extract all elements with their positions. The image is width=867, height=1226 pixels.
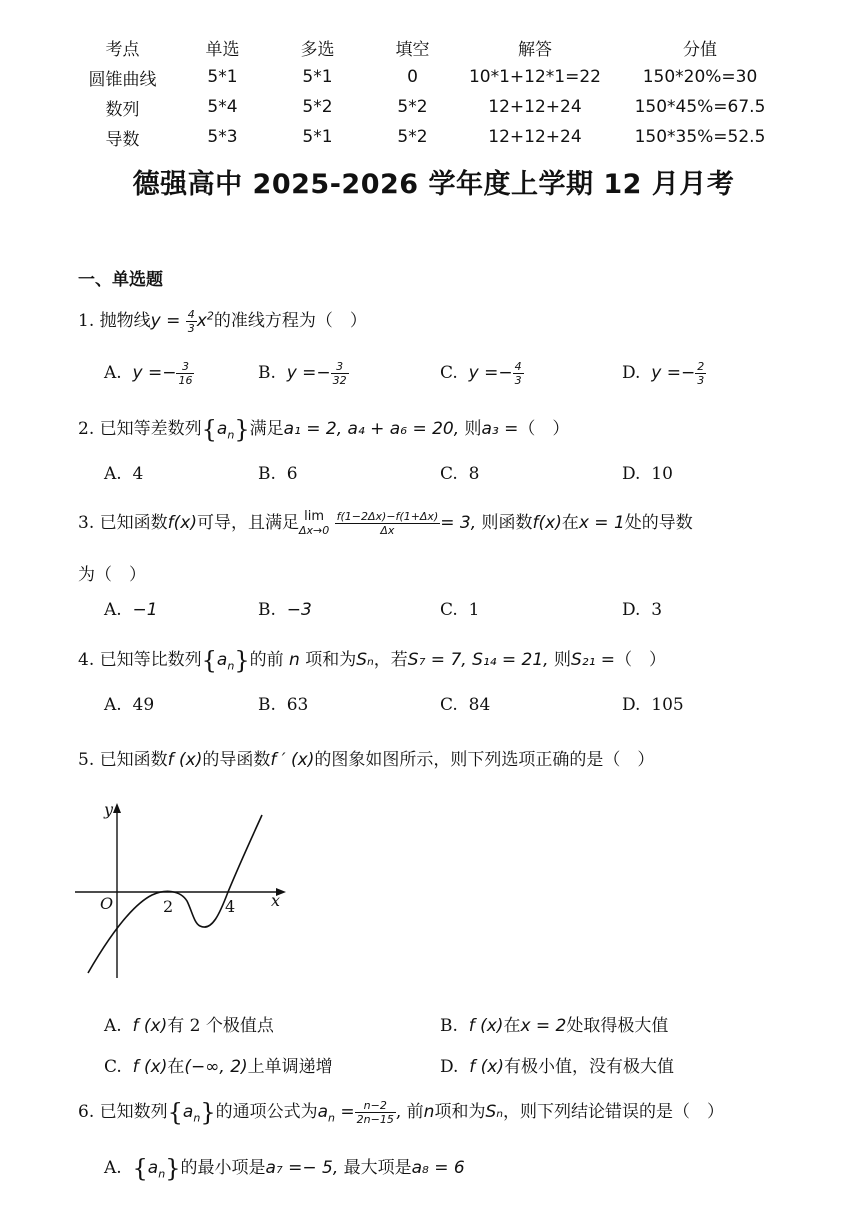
option-d[interactable]: D. y =− $\frac{2}{3}$ [622,360,705,387]
table-cell: 5*4 [207,97,238,117]
table-header-row [70,32,790,62]
table-header: 考点 [105,39,140,60]
option-c[interactable]: C. y =− $\frac{4}{3}$ [440,360,522,387]
table-cell: 5*1 [302,127,333,147]
table-cell: 12+12+24 [488,127,582,147]
tick-label: 2 [163,897,174,916]
table-cell: 5*2 [397,97,428,117]
table-cell: 150*20%=30 [642,67,758,87]
option-b[interactable]: B. f (x)在x = 2处取得极大值 [440,1016,669,1036]
option-d[interactable]: D. 105 [622,695,684,715]
option-b[interactable]: B. 63 [258,695,309,715]
table-row [70,92,790,122]
option-a[interactable]: A. −1 [104,600,158,620]
table-header: 单选 [205,39,240,60]
table-cell: 0 [407,67,418,87]
question-3-cont: 为（ ） [78,565,146,585]
option-c[interactable]: C. 8 [440,464,480,484]
y-axis-arrow [113,803,121,813]
option-b[interactable]: B. 6 [258,464,298,484]
math-var: x [196,311,207,331]
option-c[interactable]: C. 84 [440,695,491,715]
y-label: y [104,800,114,819]
table-cell: 5*2 [397,127,428,147]
exam-title: 德强高中 2025-2026 学年度上学期 12 月月考 [132,169,735,200]
tick-label: 4 [225,897,236,916]
table-row [70,62,790,92]
table-cell: 5*1 [207,67,238,87]
question-text: 的准线方程为（ ） [213,311,367,331]
option-d[interactable]: D. 10 [622,464,673,484]
table-cell: 10*1+12*1=22 [468,67,601,87]
option-a[interactable]: A. y =− $\frac{3}{16}$ [104,360,193,387]
derivative-graph [70,795,300,985]
question-text: 抛物线 [99,311,151,331]
score-table [70,32,790,152]
question-4: 4. 已知等比数列$\{a_n\}$的前 n 项和为Sₙ，若S₇ = 7, S₁₄ = 21, 则S₂₁ =（ ） [78,646,667,675]
option-a[interactable]: A. f (x)有 2 个极值点 [104,1016,274,1036]
derivative-curve [88,815,262,973]
option-a[interactable]: A. 4 [104,464,144,484]
table-row [70,122,790,152]
table-cell: 数列 [105,99,140,120]
table-header: 多选 [300,39,335,60]
table-cell: 导数 [105,129,140,150]
question-3: 3. 已知函数f(x)可导，且满足 lim Δx→0 $\frac{f(1-2\Delta x)-f(1+\Delta x)}{\Delta x}$ = 3, 则函数f(x)在x = 1处的导数 [78,508,693,537]
option-d[interactable]: D. 3 [622,600,663,620]
table-cell: 150*45%=67.5 [634,97,766,117]
option-c[interactable]: C. 1 [440,600,480,620]
exponent: 2 [206,309,214,323]
table-cell: 圆锥曲线 [88,69,157,90]
table-header: 分值 [683,39,717,60]
option-b[interactable]: B. y =− $\frac{3}{32}$ [258,360,347,387]
option-c[interactable]: C. f (x)在(−∞, 2)上单调递增 [104,1057,333,1077]
table-header: 解答 [518,39,552,60]
question-5: 5. 已知函数f (x)的导函数f ′ (x)的图象如图所示，则下列选项正确的是（ ） [78,750,655,770]
origin-label: O [100,894,114,913]
math-expr: y = [150,311,181,331]
question-1 [78,306,367,335]
section-heading: 一、单选题 [78,270,163,290]
table-cell: 5*3 [207,127,238,147]
option-b[interactable]: B. −3 [258,600,312,620]
question-6: 6. 已知数列$\{a_n\}$的通项公式为$a_n$ = $\frac{n-2}{2n-15}$ , 前n项和为Sₙ，则下列结论错误的是（ ） [78,1098,725,1127]
table-header: 填空 [395,39,430,60]
table-cell: 5*1 [302,67,333,87]
table-cell: 150*35%=52.5 [634,127,766,147]
x-label: x [271,891,281,910]
option-a[interactable]: A. $\{a_n\}$的最小项是a₇ =− 5, 最大项是a₈ = 6 [104,1154,465,1183]
table-cell: 12+12+24 [488,97,582,117]
fraction: $\frac{4}{3}$ [187,308,195,335]
table-cell: 5*2 [302,97,333,117]
option-a[interactable]: A. 49 [104,695,155,715]
question-2: 2. 已知等差数列$\{a_n\}$满足a₁ = 2, a₄ + a₆ = 20, 则a₃ =（ ） [78,415,570,444]
question-number: 1. [78,311,95,331]
option-d[interactable]: D. f (x)有极小值，没有极大值 [440,1057,674,1077]
